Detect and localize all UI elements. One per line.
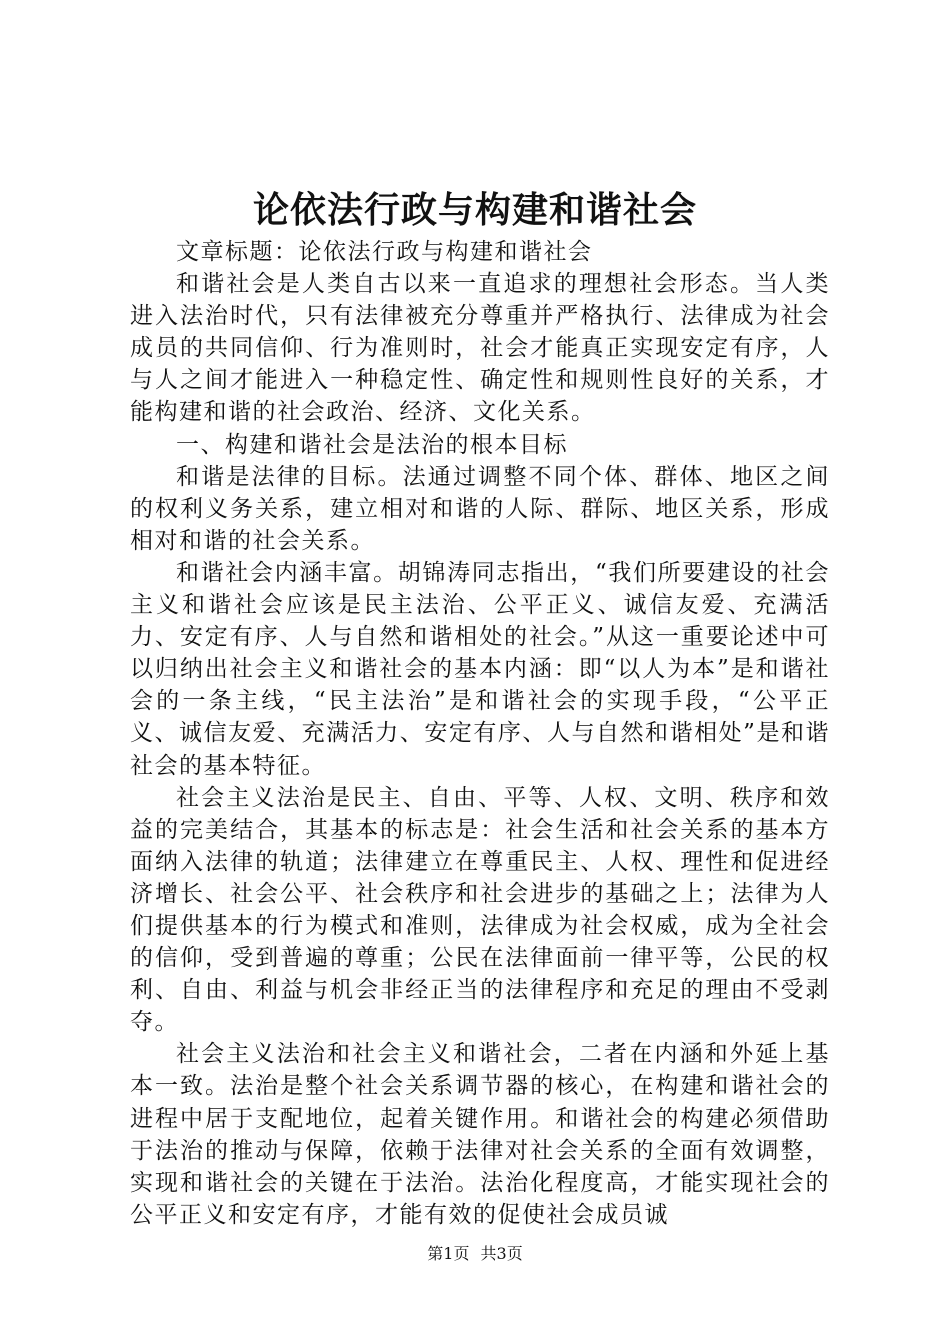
page-number: 第1页 xyxy=(427,1244,470,1263)
section-heading: 一、构建和谐社会是法治的根本目标 xyxy=(176,431,568,458)
page-total: 共3页 xyxy=(480,1244,523,1263)
document-title: 论依法行政与构建和谐社会 xyxy=(252,189,697,231)
paragraph: 和谐是法律的目标。法通过调整不同个体、群体、地区之间的权利义务关系，建立相对和谐的人际、群际、地区关系，形成相对和谐的社会关系。 xyxy=(130,463,830,554)
paragraph: 社会主义法治是民主、自由、平等、人权、文明、秩序和效益的完美结合，其基本的标志是：社会生活和社会关系的基本方面纳入法律的轨道；法律建立在尊重民主、人权、理性和促进经济增长、社会公平、社会秩序和社会进步的基础之上；法律为人们提供基本的行为模式和准则，法律成为社会权威，成为全社会的信仰，受到普遍的尊重；公民在法律面前一律平等，公民的权利、自由、利益与机会非经正当的法律程序和充足的理由不受剥夺。 xyxy=(130,784,830,1036)
paragraph: 和谐社会内涵丰富。胡锦涛同志指出，“我们所要建设的社会主义和谐社会应该是民主法治、公平正义、诚信友爱、充满活力、安定有序、人与自然和谐相处的社会。”从这一重要论述中可以归纳出社会主义和谐社会的基本内涵：即“以人为本”是和谐社会的一条主线，“民主法治”是和谐社会的实现手段，“公平正义、诚信友爱、充满活力、安定有序、人与自然和谐相处”是和谐社会的基本特征。 xyxy=(130,559,830,779)
article-title-line: 文章标题：论依法行政与构建和谐社会 xyxy=(176,239,593,265)
paragraph: 社会主义法治和社会主义和谐社会，二者在内涵和外延上基本一致。法治是整个社会关系调节器的核心，在构建和谐社会的进程中居于支配地位，起着关键作用。和谐社会的构建必须借助于法治的推动与保障，依赖于法律对社会关系的全面有效调整，实现和谐社会的关键在于法治。法治化程度高，才能实现社会的公平正义和安定有序，才能有效的促使社会成员诚 xyxy=(130,1041,830,1228)
page-footer xyxy=(0,1244,950,1264)
paragraph: 和谐社会是人类自古以来一直追求的理想社会形态。当人类进入法治时代，只有法律被充分尊重并严格执行、法律成为社会成员的共同信仰、行为准则时，社会才能真正实现安定有序，人与人之间才能进入一种稳定性、确定性和规则性良好的关系，才能构建和谐的社会政治、经济、文化关系。 xyxy=(130,271,830,426)
document-body xyxy=(130,236,830,1231)
